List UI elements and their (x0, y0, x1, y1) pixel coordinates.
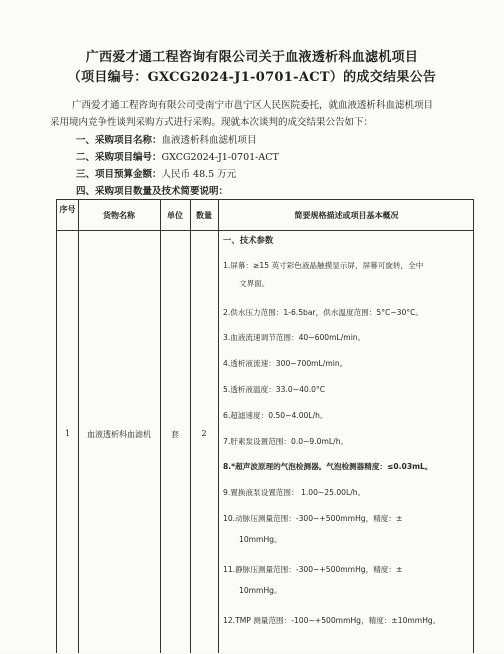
spec-line-1: 1.屏幕：≥15 英寸彩色液晶触摸显示屏，屏幕可旋转，全中 (223, 261, 424, 270)
intro-paragraph-line-2: 采用境内竞争性谈判采购方式进行采购。现就本次谈判的成交结果公告如下： (50, 117, 374, 128)
item-quantity-description (76, 185, 228, 199)
item-budget-key: 三、项目预算金额： (76, 169, 162, 180)
row-seq: 1 (64, 429, 71, 438)
item-project-name (76, 134, 257, 148)
spec-line-12: 12.TMP 测量范围：-100~+500mmHg，精度：±10mmHg。 (223, 616, 441, 625)
spec-line-10-cont: 10mmHg。 (239, 535, 282, 544)
spec-line-4: 4.透析液流速：300~700mL/min。 (223, 359, 348, 368)
spec-line-5: 5.透析液温度：33.0~40.0°C (223, 385, 326, 394)
item-budget-value: 人民币 48.5 万元 (161, 169, 237, 180)
intro-paragraph-line-1: 广西爱才通工程咨询有限公司受南宁市邕宁区人民医院委托，就血液透析科血滤机项目 (72, 100, 434, 111)
table-divider (218, 200, 219, 653)
header-name: 货物名称 (103, 210, 135, 220)
item-project-name-value: 血液透析科血滤机项目 (161, 135, 257, 146)
item-project-number (76, 151, 279, 165)
spec-line-10: 10.动脉压测量范围：-300~+500mmHg，精度：± (223, 514, 403, 523)
spec-line-9: 9.置换液泵设置范围： 1.00~25.00L/h。 (223, 488, 366, 497)
procurement-table (56, 199, 474, 653)
header-unit: 单位 (167, 210, 183, 220)
spec-line-1-cont: 文界面。 (239, 279, 270, 288)
spec-content (223, 234, 471, 654)
row-name: 血液透析科血滤机 (87, 430, 151, 439)
row-unit: 套 (171, 430, 179, 439)
spec-line-11: 11.静脉压测量范围：-300~+500mmHg，精度：± (223, 565, 403, 574)
spec-line-3: 3.血液流速调节范围：40~600mL/min。 (223, 333, 366, 342)
item-project-number-value: GXCG2024-J1-0701-ACT (161, 152, 279, 163)
item-quantity-description-key: 四、采购项目数量及技术简要说明： (76, 186, 229, 197)
header-spec: 简要规格描述或项目基本概况 (294, 210, 399, 220)
header-qty: 数量 (196, 210, 212, 220)
spec-line-8: 8.*超声波原理的气泡检测器。气泡检测器精度：≤0.03mL。 (223, 462, 433, 471)
spec-heading: 一、技术参数 (223, 235, 274, 245)
item-project-number-key: 二、采购项目编号： (76, 152, 162, 163)
spec-line-6: 6.超滤速度：0.50~4.00L/h。 (223, 411, 328, 420)
document-title-line-2: （项目编号：GXCG2024-J1-0701-ACT）的成交结果公告 (67, 70, 437, 85)
table-divider (57, 230, 473, 231)
table-divider (160, 200, 161, 653)
document-title-line-1: 广西爱才通工程咨询有限公司关于血液透析科血滤机项目 (85, 50, 419, 65)
row-qty: 2 (201, 429, 207, 438)
table-divider (190, 200, 191, 653)
spec-line-7: 7.肝素泵设置范围：0.0~9.0mL/h。 (223, 437, 349, 446)
spec-line-2: 2.供水压力范围：1-6.5bar，供水温度范围：5°C~30°C。 (223, 308, 424, 317)
item-project-name-key: 一、采购项目名称： (76, 135, 162, 146)
spec-line-11-cont: 10mmHg。 (239, 586, 282, 595)
table-divider (78, 200, 79, 653)
header-seq: 序号 (59, 204, 76, 214)
item-budget (76, 168, 236, 182)
